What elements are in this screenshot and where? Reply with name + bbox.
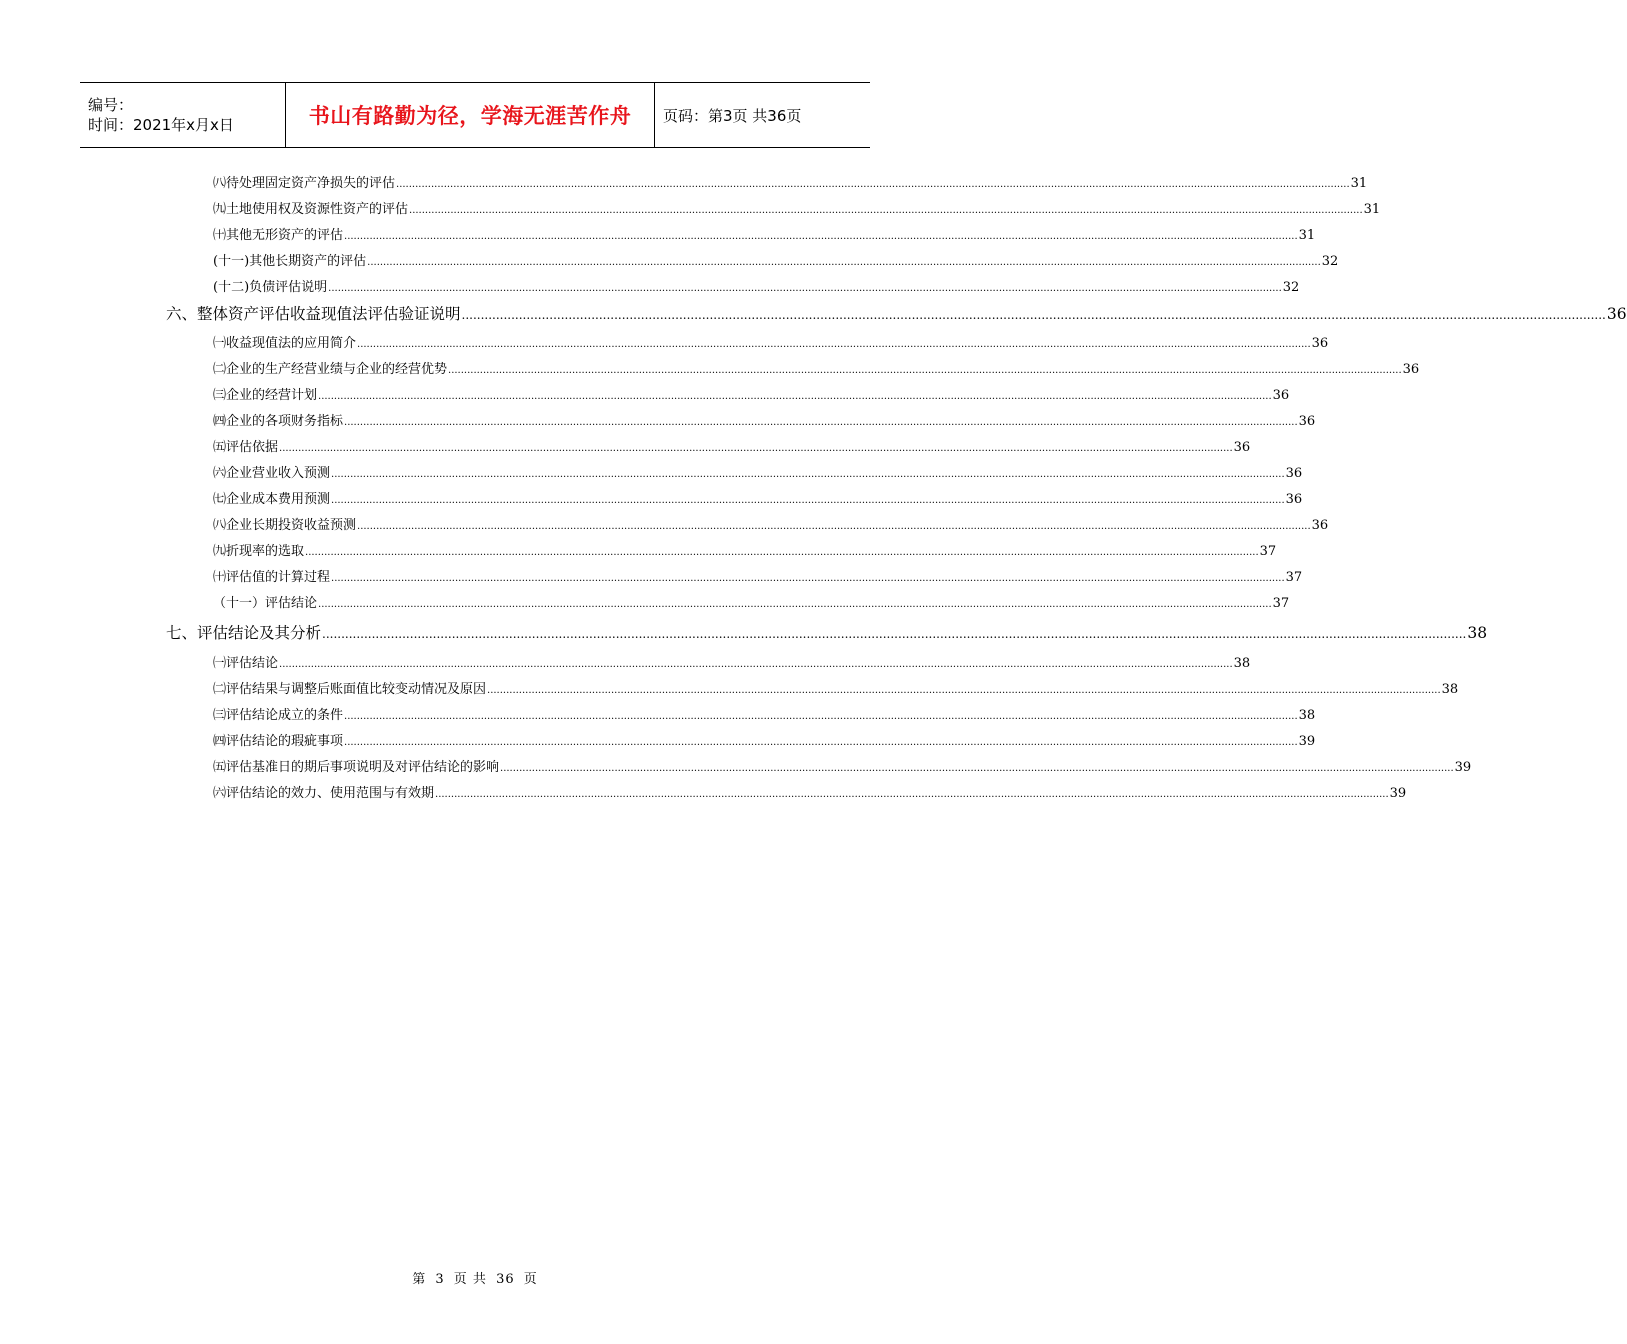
toc-entry[interactable] bbox=[213, 514, 1329, 534]
toc-leader-dots: ............................................................................................................................................................................................................................................................................................................ bbox=[500, 763, 1454, 774]
toc-entry[interactable] bbox=[213, 224, 1316, 244]
toc-leader-dots: ............................................................................................................................................................................................................................................................................................................ bbox=[435, 789, 1389, 800]
toc-entry-page: 36 bbox=[1272, 388, 1290, 403]
toc-entry[interactable] bbox=[213, 756, 1472, 776]
toc-entry-page: 31 bbox=[1298, 228, 1316, 243]
toc-entry-label: ㈩其他无形资产的评估 bbox=[213, 228, 344, 243]
toc-entry[interactable] bbox=[213, 540, 1277, 560]
toc-leader-dots: ............................................................................................................................................................................................................................................................................................................ bbox=[396, 179, 1350, 190]
toc-entry-label: 六、整体资产评估收益现值法评估验证说明 bbox=[166, 305, 461, 323]
toc-leader-dots: ............................................................................................................................................................................................................................................................................................................ bbox=[318, 599, 1272, 610]
toc-entry[interactable] bbox=[166, 621, 1488, 643]
toc-leader-dots: ............................................................................................................................................................................................................................................................................................................ bbox=[279, 659, 1233, 670]
toc-entry[interactable] bbox=[213, 384, 1290, 404]
footer-middle: 页 共 bbox=[453, 1272, 487, 1287]
toc-entry-page: 38 bbox=[1233, 656, 1251, 671]
toc-entry-page: 38 bbox=[1441, 682, 1459, 697]
toc-entry-label: (十二)负债评估说明 bbox=[213, 280, 328, 295]
header-code-label: 编号： bbox=[88, 96, 134, 114]
toc-entry-page: 36 bbox=[1285, 466, 1303, 481]
toc-entry-page: 37 bbox=[1259, 544, 1277, 559]
toc-leader-dots: ............................................................................................................................................................................................................................................................................................................ bbox=[331, 469, 1285, 480]
toc-leader-dots: ............................................................................................................................................................................................................................................................................................................ bbox=[328, 283, 1282, 294]
toc-entry-page: 36 bbox=[1311, 518, 1329, 533]
toc-leader-dots: ............................................................................................................................................................................................................................................................................................................ bbox=[461, 308, 1606, 322]
toc-entry[interactable] bbox=[213, 652, 1251, 672]
toc-entry-label: ㈦企业成本费用预测 bbox=[213, 492, 331, 507]
toc-leader-dots: ............................................................................................................................................................................................................................................................................................................ bbox=[344, 417, 1298, 428]
toc-entry-label: ㈤评估基准日的期后事项说明及对评估结论的影响 bbox=[213, 760, 500, 775]
toc-entry-page: 31 bbox=[1350, 176, 1368, 191]
toc-entry-page: 39 bbox=[1389, 786, 1407, 801]
toc-entry[interactable] bbox=[213, 332, 1329, 352]
footer-current-page: 3 bbox=[435, 1272, 445, 1287]
toc-entry[interactable] bbox=[213, 678, 1459, 698]
toc-entry-label: ㈣企业的各项财务指标 bbox=[213, 414, 344, 429]
toc-entry-page: 32 bbox=[1282, 280, 1300, 295]
toc-leader-dots: ............................................................................................................................................................................................................................................................................................................ bbox=[279, 443, 1233, 454]
toc-entry-page: 36 bbox=[1311, 336, 1329, 351]
toc-entry-page: 37 bbox=[1272, 596, 1290, 611]
toc-leader-dots: ............................................................................................................................................................................................................................................................................................................ bbox=[344, 231, 1298, 242]
toc-entry-label: ㈨折现率的选取 bbox=[213, 544, 305, 559]
toc-entry-label: ㈧待处理固定资产净损失的评估 bbox=[213, 176, 396, 191]
toc-leader-dots: ............................................................................................................................................................................................................................................................................................................ bbox=[331, 573, 1285, 584]
toc-entry-page: 31 bbox=[1363, 202, 1381, 217]
toc-entry[interactable] bbox=[213, 782, 1407, 802]
toc-entry-page: 36 bbox=[1233, 440, 1251, 455]
toc-entry-page: 36 bbox=[1285, 492, 1303, 507]
toc-entry-page: 36 bbox=[1402, 362, 1420, 377]
toc-entry[interactable] bbox=[166, 302, 1627, 324]
toc-entry-label: ㈡企业的生产经营业绩与企业的经营优势 bbox=[213, 362, 448, 377]
toc-leader-dots: ............................................................................................................................................................................................................................................................................................................ bbox=[322, 627, 1467, 641]
toc-leader-dots: ............................................................................................................................................................................................................................................................................................................ bbox=[305, 547, 1259, 558]
toc-entry-label: ㈧企业长期投资收益预测 bbox=[213, 518, 357, 533]
footer-prefix: 第 bbox=[412, 1272, 427, 1287]
toc-entry-label: ㈠收益现值法的应用简介 bbox=[213, 336, 357, 351]
toc-leader-dots: ............................................................................................................................................................................................................................................................................................................ bbox=[487, 685, 1441, 696]
toc-entry-label: ㈥企业营业收入预测 bbox=[213, 466, 331, 481]
header-motto: 书山有路勤为径，学海无涯苦作舟 bbox=[285, 83, 655, 147]
footer-suffix: 页 bbox=[523, 1272, 538, 1287]
page-footer bbox=[0, 1268, 950, 1287]
toc-entry[interactable] bbox=[213, 410, 1316, 430]
toc-entry[interactable] bbox=[213, 172, 1368, 192]
toc-leader-dots: ............................................................................................................................................................................................................................................................................................................ bbox=[344, 711, 1298, 722]
page-header bbox=[80, 82, 870, 148]
toc-entry[interactable] bbox=[213, 566, 1303, 586]
toc-entry-page: 37 bbox=[1285, 570, 1303, 585]
toc-entry[interactable] bbox=[213, 358, 1420, 378]
toc-leader-dots: ............................................................................................................................................................................................................................................................................................................ bbox=[318, 391, 1272, 402]
toc-entry-label: ㈣评估结论的瑕疵事项 bbox=[213, 734, 344, 749]
toc-leader-dots: ............................................................................................................................................................................................................................................................................................................ bbox=[409, 205, 1363, 216]
toc-entry[interactable] bbox=[213, 198, 1381, 218]
toc-entry-page: 32 bbox=[1321, 254, 1339, 269]
toc-entry-page: 36 bbox=[1298, 414, 1316, 429]
toc-entry[interactable] bbox=[213, 704, 1316, 724]
toc-entry-label: ㈩评估值的计算过程 bbox=[213, 570, 331, 585]
header-meta bbox=[80, 83, 285, 147]
toc-entry-page: 36 bbox=[1606, 305, 1627, 323]
toc-entry-label: ㈡评估结果与调整后账面值比较变动情况及原因 bbox=[213, 682, 487, 697]
toc-entry-label: ㈠评估结论 bbox=[213, 656, 279, 671]
toc-entry-label: 七、评估结论及其分析 bbox=[166, 624, 322, 642]
toc-entry-label: ㈢企业的经营计划 bbox=[213, 388, 318, 403]
header-page-info: 页码：第3页 共36页 bbox=[663, 106, 802, 125]
toc-leader-dots: ............................................................................................................................................................................................................................................................................................................ bbox=[331, 495, 1285, 506]
toc-entry-label: (十一)其他长期资产的评估 bbox=[213, 254, 367, 269]
toc-entry-label: （十一）评估结论 bbox=[213, 596, 318, 611]
toc-entry-label: ㈨土地使用权及资源性资产的评估 bbox=[213, 202, 409, 217]
toc-entry-page: 38 bbox=[1298, 708, 1316, 723]
toc-entry-label: ㈤评估依据 bbox=[213, 440, 279, 455]
toc-leader-dots: ............................................................................................................................................................................................................................................................................................................ bbox=[448, 365, 1402, 376]
toc-entry[interactable] bbox=[213, 436, 1251, 456]
toc-entry[interactable] bbox=[213, 250, 1339, 270]
toc-entry[interactable] bbox=[213, 730, 1316, 750]
toc-entry-page: 38 bbox=[1467, 624, 1488, 642]
toc-entry-page: 39 bbox=[1454, 760, 1472, 775]
toc-entry[interactable] bbox=[213, 592, 1290, 612]
toc-leader-dots: ............................................................................................................................................................................................................................................................................................................ bbox=[344, 737, 1298, 748]
toc-entry[interactable] bbox=[213, 462, 1303, 482]
toc-leader-dots: ............................................................................................................................................................................................................................................................................................................ bbox=[357, 339, 1311, 350]
toc-entry[interactable] bbox=[213, 488, 1303, 508]
header-time-label: 时间：2021年x月x日 bbox=[88, 116, 234, 134]
toc-entry-label: ㈢评估结论成立的条件 bbox=[213, 708, 344, 723]
toc-entry-page: 39 bbox=[1298, 734, 1316, 749]
toc-entry-label: ㈥评估结论的效力、使用范围与有效期 bbox=[213, 786, 435, 801]
toc-leader-dots: ............................................................................................................................................................................................................................................................................................................ bbox=[357, 521, 1311, 532]
toc-entry[interactable] bbox=[213, 276, 1300, 296]
toc-leader-dots: ............................................................................................................................................................................................................................................................................................................ bbox=[367, 257, 1321, 268]
footer-total-pages: 36 bbox=[496, 1272, 515, 1287]
